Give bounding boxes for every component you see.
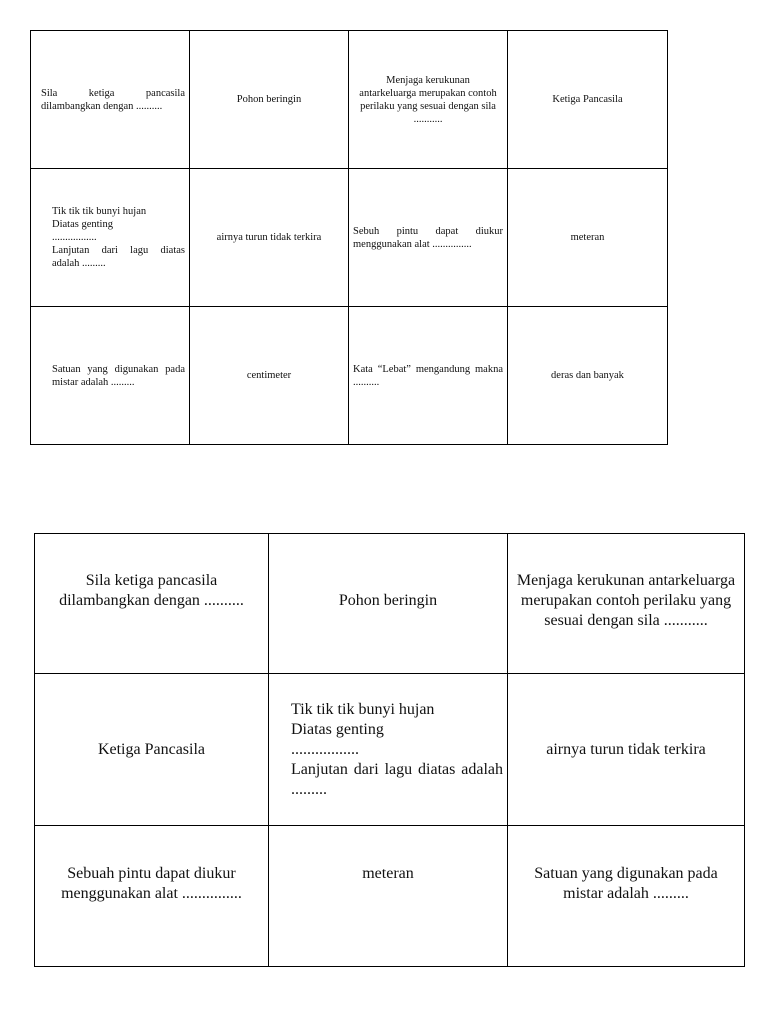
card-text: Ketiga Pancasila (97, 740, 206, 758)
card-cell (508, 169, 668, 307)
card-cell (35, 826, 269, 967)
card-table-small (30, 30, 668, 445)
table-row (35, 826, 745, 967)
card-cell (269, 534, 508, 674)
card-text: centimeter (246, 370, 292, 381)
card-cell (31, 169, 190, 307)
card-cell (508, 826, 745, 967)
card-text: Pohon beringin (236, 94, 302, 105)
card-cell (349, 31, 508, 169)
table-row (31, 31, 668, 169)
card-text: Sila ketiga pancasila dilambangkan dengan .......... (41, 87, 185, 112)
card-text: Satuan yang digunakan pada mistar adalah ......... (52, 363, 185, 388)
card-text: meteran (362, 865, 414, 882)
card-text: airnya turun tidak terkira (546, 740, 706, 758)
card-cell (31, 31, 190, 169)
card-text: airnya turun tidak terkira (216, 232, 322, 243)
card-text: Kata “Lebat” mengandung makna .......... (353, 363, 503, 388)
card-text: meteran (570, 232, 605, 243)
card-cell (190, 307, 349, 445)
card-text: Satuan yang digunakan pada mistar adalah ......... (534, 865, 718, 902)
card-text: Sebuh pintu dapat diukur menggunakan alat ............... (353, 225, 503, 250)
card-text: Sila ketiga pancasila dilambangkan dengan .......... (59, 572, 244, 609)
card-cell (35, 534, 269, 674)
card-cell (508, 534, 745, 674)
card-cell (190, 169, 349, 307)
card-table-large (34, 533, 745, 967)
card-cell (349, 169, 508, 307)
card-text: Ketiga Pancasila (552, 94, 623, 105)
card-cell (508, 674, 745, 826)
card-text: Tik tik tik bunyi hujan Diatas genting ................. Lanjutan dari lagu diatas adalah ......... (291, 700, 503, 798)
card-text: Menjaga kerukunan antarkeluarga merupakan contoh perilaku yang sesuai dengan sila ........... (359, 74, 497, 125)
card-cell (190, 31, 349, 169)
table-row (35, 674, 745, 826)
card-cell (508, 31, 668, 169)
card-text: Sebuah pintu dapat diukur menggunakan alat ............... (61, 865, 242, 902)
card-cell (269, 674, 508, 826)
card-cell (31, 307, 190, 445)
table-row (31, 169, 668, 307)
table-row (35, 534, 745, 674)
card-text: deras dan banyak (551, 370, 624, 381)
card-cell (508, 307, 668, 445)
card-cell (35, 674, 269, 826)
table-row (31, 307, 668, 445)
card-cell (269, 826, 508, 967)
card-cell (349, 307, 508, 445)
card-text: Menjaga kerukunan antarkeluarga merupakan contoh perilaku yang sesuai dengan sila ........... (516, 572, 736, 629)
card-text: Tik tik tik bunyi hujan Diatas genting ................. Lanjutan dari lagu diatas adalah ......... (52, 206, 185, 269)
card-text: Pohon beringin (338, 591, 438, 609)
